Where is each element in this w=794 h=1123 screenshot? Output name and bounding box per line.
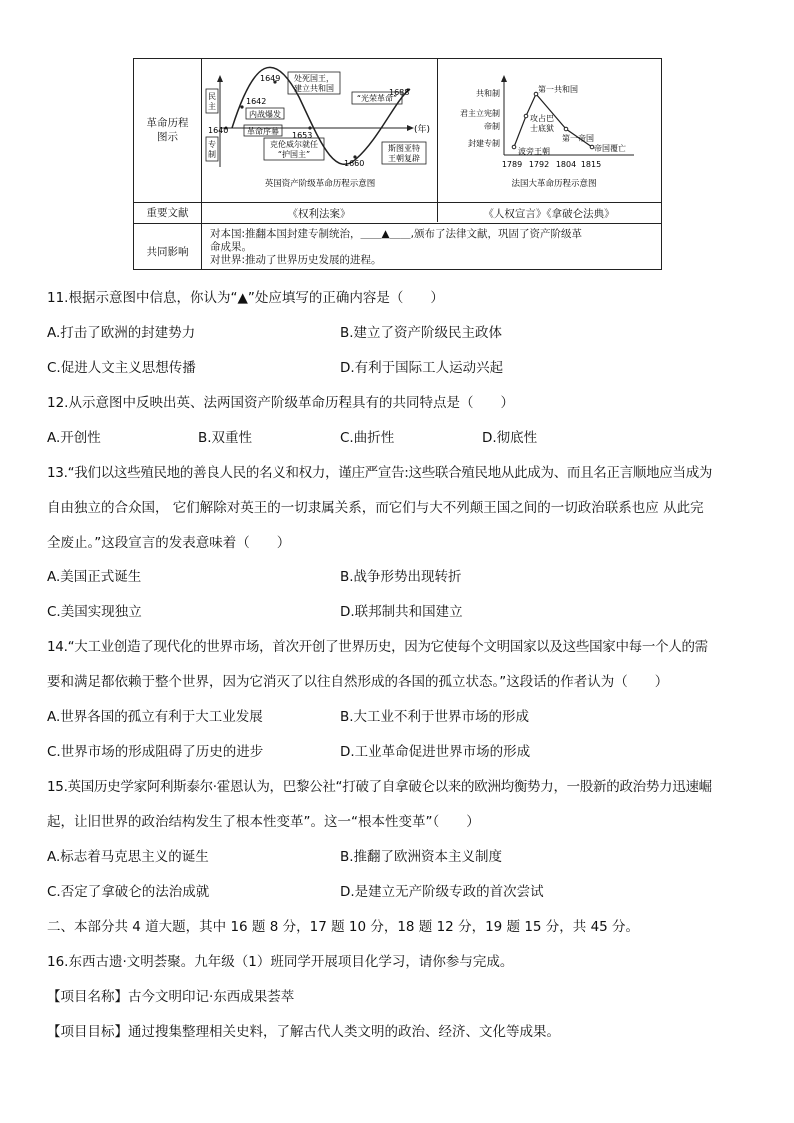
option-14-c[interactable]: C.世界市场的形成阻碍了历史的进步 — [47, 744, 264, 760]
event-prelude: 革命序幕 — [247, 127, 279, 136]
english-caption: 英国资产阶级革命历程示意图 — [264, 179, 376, 189]
impact-line: 命成果。 — [210, 241, 252, 253]
year-1649: 1649 — [260, 74, 281, 83]
year-1804: 1804 — [555, 160, 577, 169]
option-13-d[interactable]: D.联邦制共和国建立 — [340, 604, 463, 620]
level-feudal: 封建专制 — [468, 139, 500, 148]
france-documents: 《人权宣言》《拿破仑法典》 — [483, 208, 615, 220]
option-14-a[interactable]: A.世界各国的孤立有利于大工业发展 — [47, 709, 263, 725]
revolution-comparison-table — [133, 58, 662, 270]
regime-bottom-label-1: 专 — [208, 140, 216, 149]
event-bastille-1: 攻占巴 — [530, 114, 554, 123]
year-1660: 1660 — [344, 159, 365, 168]
event-1653-line2: “护国主” — [277, 150, 311, 159]
english-document: 《权利法案》 — [287, 208, 351, 220]
event-empire-end: 帝国覆亡 — [594, 144, 626, 153]
revolution-diagrams — [134, 59, 661, 201]
question-15-stem-line1: 15.英国历史学家阿利斯泰尔·霍恩认为，巴黎公社“打破了自拿破仑以来的欧洲均衡势力，一股新的政治势力迅速崛 — [47, 779, 712, 795]
option-14-b[interactable]: B.大工业不利于世界市场的形成 — [340, 709, 530, 725]
table-divider — [134, 223, 661, 224]
year-1789: 1789 — [501, 160, 523, 169]
table-divider — [134, 202, 661, 203]
question-14-stem-line1: 14.“大工业创造了现代化的世界市场，首次开创了世界历史，因为它使每个文明国家以及这些国家中每一个人的需 — [47, 639, 708, 655]
year-1688: 1688 — [389, 88, 410, 97]
event-1660-line1: 斯图亚特 — [388, 144, 420, 153]
question-12-stem: 12.从示意图中反映出英、法两国资产阶级革命历程具有的共同特点是（ ） — [47, 395, 514, 411]
question-13-stem-line2: 自由独立的合众国， 它们解除对英王的一切隶属关系，而它们与大不列颠王国之间的一切政治联系也应 从此完 — [47, 500, 704, 516]
level-empire: 帝制 — [484, 122, 500, 131]
option-12-d[interactable]: D.彻底性 — [482, 430, 538, 446]
option-15-a[interactable]: A.标志着马克思主义的诞生 — [47, 849, 209, 865]
year-1640: 1640 — [208, 126, 229, 135]
event-glorious: “光荣革命” — [356, 94, 398, 103]
regime-bottom-label-2: 制 — [208, 150, 216, 159]
event-1653-line1: 克伦威尔就任 — [270, 140, 318, 149]
option-15-c[interactable]: C.否定了拿破仑的法治成就 — [47, 884, 210, 900]
option-11-a[interactable]: A.打击了欧洲的封建势力 — [47, 325, 196, 341]
year-1642: 1642 — [246, 97, 267, 106]
event-1660-line2: 王朝复辟 — [388, 154, 420, 163]
event-first-empire: 第一帝国 — [562, 134, 594, 143]
option-14-d[interactable]: D.工业革命促进世界市场的形成 — [340, 744, 531, 760]
question-13-stem-line3: 全废止。”这段宣言的发表意味着（ ） — [47, 535, 291, 551]
arrow-icon — [501, 75, 507, 82]
option-15-d[interactable]: D.是建立无产阶级专政的首次尝试 — [340, 884, 544, 900]
year-1815: 1815 — [580, 160, 602, 169]
regime-top-label-2: 主 — [208, 102, 216, 111]
event-bastille-2: 士底狱 — [530, 124, 554, 133]
impact-line: 对本国:推翻本国封建专制统治，＿＿▲＿＿,颁布了法律文献，巩固了资产阶级革 — [210, 228, 582, 240]
arrow-icon — [217, 75, 223, 82]
section-2-heading: 二、本部分共 4 道大题，其中 16 题 8 分，17 题 10 分，18 题 12 分，19 题 15 分，共 45 分。 — [47, 919, 640, 935]
option-11-d[interactable]: D.有利于国际工人运动兴起 — [340, 360, 504, 376]
question-16-stem: 16.东西古遗·文明荟聚。九年级（1）班同学开展项目化学习，请你参与完成。 — [47, 954, 514, 970]
event-1649-line2: 建立共和国 — [294, 84, 334, 93]
impact-line: 对世界:推动了世界历史发展的进程。 — [210, 254, 382, 266]
row-label-documents: 重要文献 — [146, 207, 189, 219]
option-13-c[interactable]: C.美国实现独立 — [47, 604, 142, 620]
option-12-c[interactable]: C.曲折性 — [340, 430, 395, 446]
level-constitutional: 君主立宪制 — [460, 109, 500, 118]
level-republic: 共和制 — [476, 89, 500, 98]
project-name: 【项目名称】古今文明印记·东西成果荟萃 — [47, 989, 295, 1005]
option-13-a[interactable]: A.美国正式诞生 — [47, 569, 142, 585]
event-civil-war: 内战爆发 — [249, 110, 281, 119]
arrow-icon — [407, 125, 414, 131]
question-15-stem-line2: 起，让旧世界的政治结构发生了根本性变革”。这一“根本性变革”（ ） — [47, 814, 480, 830]
project-goal: 【项目目标】通过搜集整理相关史料，了解古代人类文明的政治、经济、文化等成果。 — [47, 1024, 560, 1040]
question-14-stem-line2: 要和满足都依赖于整个世界，因为它消灭了以往自然形成的各国的孤立状态。”这段话的作者认为（ ） — [47, 674, 669, 690]
regime-top-label-1: 民 — [208, 92, 216, 101]
option-15-b[interactable]: B.推翻了欧洲资本主义制度 — [340, 849, 503, 865]
french-revolution-diagram — [460, 75, 634, 189]
french-caption: 法国大革命历程示意图 — [511, 179, 597, 189]
year-1792: 1792 — [528, 160, 550, 169]
option-11-c[interactable]: C.促进人文主义思想传播 — [47, 360, 196, 376]
option-13-b[interactable]: B.战争形势出现转折 — [340, 569, 462, 585]
row-label-process: 革命历程 图示 — [146, 117, 189, 143]
option-12-b[interactable]: B.双重性 — [198, 430, 253, 446]
event-bourbon: 波旁王朝 — [518, 147, 550, 156]
english-revolution-diagram — [206, 67, 430, 189]
common-impact-text — [210, 228, 650, 267]
row-label-impact: 共同影响 — [146, 246, 189, 258]
year-1653: 1653 — [292, 131, 313, 140]
option-12-a[interactable]: A.开创性 — [47, 430, 101, 446]
event-1649-line1: 处死国王， — [294, 74, 334, 83]
event-first-republic: 第一共和国 — [538, 85, 578, 94]
question-13-stem-line1: 13.“我们以这些殖民地的善良人民的名义和权力，谨庄严宣告:这些联合殖民地从此成为、而且名正言顺地应当成为 — [47, 465, 713, 481]
question-11-stem: 11.根据示意图中信息，你认为“▲”处应填写的正确内容是（ ） — [47, 290, 444, 306]
english-axis-unit: (年) — [414, 125, 431, 135]
option-11-b[interactable]: B.建立了资产阶级民主政体 — [340, 325, 503, 341]
